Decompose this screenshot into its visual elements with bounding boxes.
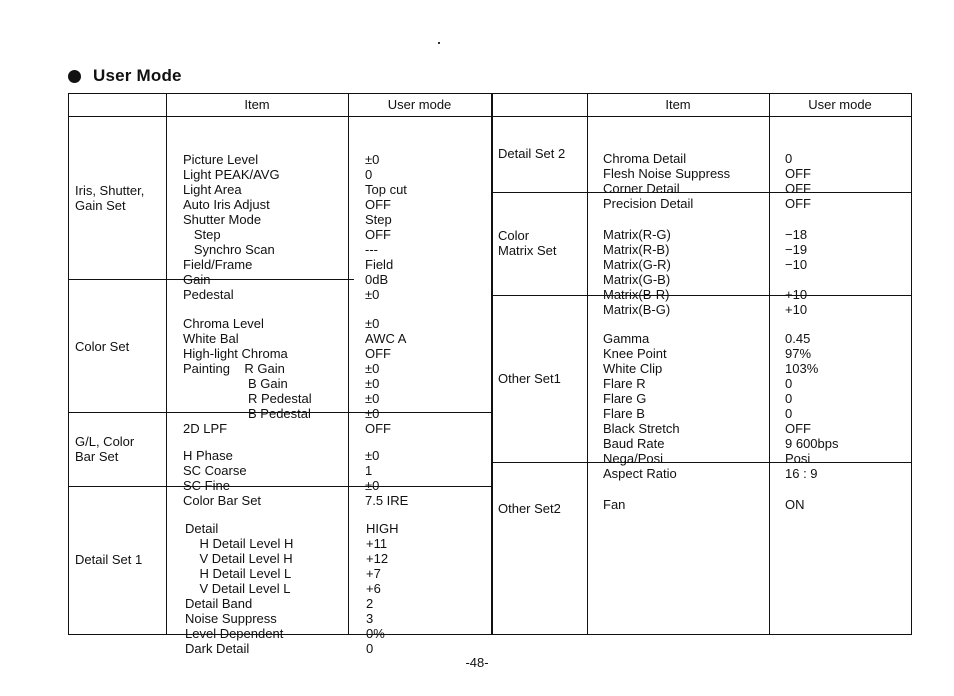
header-item-left: Item [244,97,270,112]
group-name-other-set-2: Other Set2 [498,501,561,516]
header-user-mode-right: User mode [808,97,872,112]
heading-title: User Mode [93,66,182,85]
header-user-mode-left: User mode [387,97,452,112]
items-color-matrix: Matrix(R-G) Matrix(R-B) Matrix(G-R) Matrix(G-B) Matrix(B-R) Matrix(B-G) [603,227,671,317]
values-detail-set-2: 0 OFF OFF OFF [785,151,811,211]
values-color-matrix: −18 −19 −10 +10 +10 [785,227,808,317]
section-heading [68,66,182,86]
values-iris-shutter-gain: ±0 0 Top cut OFF Step OFF --- Field 0dB ±0 [365,152,407,302]
values-other-set-1: 0.45 97% 103% 0 0 0 OFF 9 600bps Posi 16 : 9 [785,331,839,481]
items-other-set-1: Gamma Knee Point White Clip Flare R Flare G Flare B Black Stretch Baud Rate Nega/Posi Aspect Ratio [603,331,680,481]
group-name-detail-set-1: Detail Set 1 [75,552,143,567]
settings-table-right [492,93,912,635]
values-gl-color-bar: ±0 1 ±0 7.5 IRE [365,448,409,508]
group-name-color-matrix: Color Matrix Set [498,228,557,258]
items-iris-shutter-gain: Picture Level Light PEAK/AVG Light Area Auto Iris Adjust Shutter Mode Step Synchro Scan Field/Frame Gain Pedestal [183,152,280,302]
page-number: -48- [465,655,489,670]
stray-dot [438,42,440,44]
items-other-set-2: Fan [603,497,626,512]
group-name-iris-shutter-gain: Iris, Shutter, Gain Set [75,183,145,213]
group-name-other-set-1: Other Set1 [498,371,561,386]
bullet-icon [68,70,81,83]
group-name-color-set: Color Set [75,339,130,354]
values-detail-set-1: HIGH +11 +12 +7 +6 2 3 0% 0 [366,521,399,656]
settings-table-left [68,93,492,656]
items-gl-color-bar: H Phase SC Coarse SC Fine Color Bar Set [183,448,262,508]
items-detail-set-2: Chroma Detail Flesh Noise Suppress Corner Detail Precision Detail [603,151,731,211]
group-name-detail-set-2: Detail Set 2 [498,146,566,161]
items-color-set: Chroma Level White Bal High-light Chroma Painting R Gain B Gain R Pedestal B Pedestal 2D LPF [183,316,312,436]
values-color-set: ±0 AWC A OFF ±0 ±0 ±0 ±0 OFF [365,316,407,436]
items-detail-set-1: Detail H Detail Level H V Detail Level H H Detail Level L V Detail Level L Detail Band Noise Suppress Level Dependent Dark Detail [185,521,294,656]
group-name-gl-color-bar: G/L, Color Bar Set [75,434,135,464]
header-item-right: Item [665,97,691,112]
values-other-set-2: ON [785,497,805,512]
